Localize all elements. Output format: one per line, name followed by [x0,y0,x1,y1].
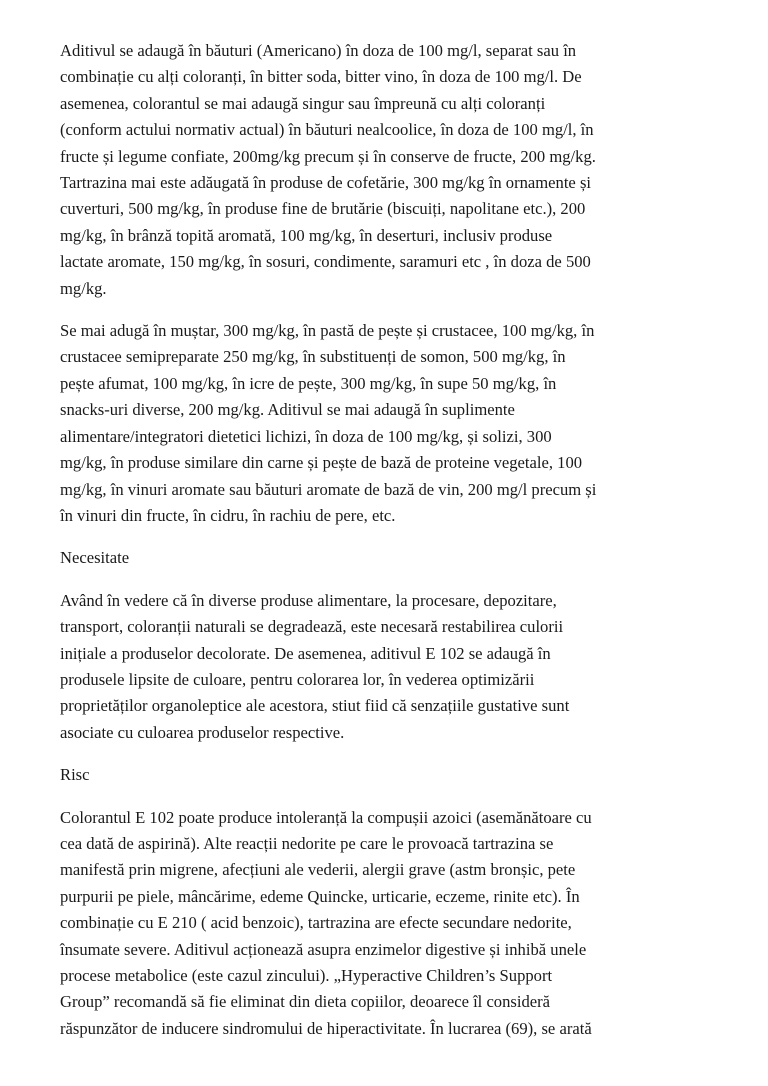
text-line: alimentare/integratori dietetici lichizi, în doza de 100 mg/kg, și solizi, 300 [60,426,552,446]
text-line: combinație cu E 210 ( acid benzoic), tartrazina are efecte secundare nedorite, [60,913,572,933]
text-line: însumate severe. Aditivul acționează asupra enzimelor digestive și inhibă unele [60,939,587,959]
text-line: mg/kg, în vinuri aromate sau băuturi aromate de bază de vin, 200 mg/l precum și [60,479,597,499]
text-line: lactate aromate, 150 mg/kg, în sosuri, condimente, saramuri etc , în doza de 500 [60,252,591,272]
text-line: inițiale a produselor decolorate. De asemenea, aditivul E 102 se adaugă în [60,643,551,663]
text-line: proprietăților organoleptice ale acestora, stiut fiid că senzațiile gustative sunt [60,696,570,716]
text-line: combinație cu alți coloranți, în bitter soda, bitter vino, în doza de 100 mg/l. De [60,67,582,87]
text-line: Colorantul E 102 poate produce intoleranță la compușii azoici (asemănătoare cu [60,807,592,827]
text-line: fructe și legume confiate, 200mg/kg precum și în conserve de fructe, 200 mg/kg. [60,146,596,166]
paragraph-additive-doses-foods [60,318,710,529]
text-line: Tartrazina mai este adăugată în produse de cofetărie, 300 mg/kg în ornamente și [60,173,592,193]
heading-text: Necesitate [60,548,130,568]
text-line: snacks-uri diverse, 200 mg/kg. Aditivul se mai adaugă în suplimente [60,400,515,420]
text-line: mg/kg, în brânză topită aromată, 100 mg/kg, în deserturi, inclusiv produse [60,225,553,245]
text-line: manifestă prin migrene, afecțiuni ale vederii, alergii grave (astm bronșic, pete [60,860,576,880]
text-line: mg/kg, în produse similare din carne și pește de bază de proteine vegetale, 100 [60,453,583,473]
text-line: transport, coloranții naturali se degradează, este necesară restabilirea culorii [60,617,564,637]
text-line: produsele lipsite de culoare, pentru colorarea lor, în vederea optimizării [60,669,535,689]
text-line: pește afumat, 100 mg/kg, în icre de pește, 300 mg/kg, în supe 50 mg/kg, în [60,373,557,393]
text-line: Aditivul se adaugă în băuturi (Americano) în doza de 100 mg/l, separat sau în [60,41,577,60]
text-line: cuverturi, 500 mg/kg, în produse fine de brutărie (biscuiți, napolitane etc.), 200 [60,199,586,219]
text-line: Se mai adugă în muștar, 300 mg/kg, în pastă de pește și crustacee, 100 mg/kg, în [60,321,595,341]
text-line: Group” recomandă să fie eliminat din dieta copiilor, deoarece îl consideră [60,992,551,1012]
paragraph-necesitate [60,588,710,746]
text-line: răspunzător de inducere sindromului de hiperactivitate. În lucrarea (69), se arată [60,1018,592,1038]
section-heading-necesitate [60,545,710,571]
text-line: Având în vedere că în diverse produse alimentare, la procesare, depozitare, [60,590,557,610]
text-line: purpurii pe piele, mâncărime, edeme Quincke, urticarie, eczeme, rinite etc). În [60,886,580,906]
text-line: procese metabolice (este cazul zincului). „Hyperactive Children’s Support [60,966,553,985]
heading-text: Risc [60,765,90,785]
text-line: cea dată de aspirină). Alte reacții nedorite pe care le provoacă tartrazina se [60,833,554,853]
paragraph-additive-doses-beverages [60,38,710,302]
text-line: crustacee semipreparate 250 mg/kg, în substituenți de somon, 500 mg/kg, în [60,347,566,367]
section-heading-risc [60,762,710,788]
paragraph-risc [60,805,710,1043]
text-line: asociate cu culoarea produselor respective. [60,722,345,742]
text-line: în vinuri din fructe, în cidru, în rachiu de pere, etc. [60,505,396,525]
text-line: asemenea, colorantul se mai adaugă singur sau împreună cu alți coloranți [60,93,546,113]
text-line: mg/kg. [60,278,107,298]
text-line: (conform actului normativ actual) în băuturi nealcoolice, în doza de 100 mg/l, în [60,120,594,140]
